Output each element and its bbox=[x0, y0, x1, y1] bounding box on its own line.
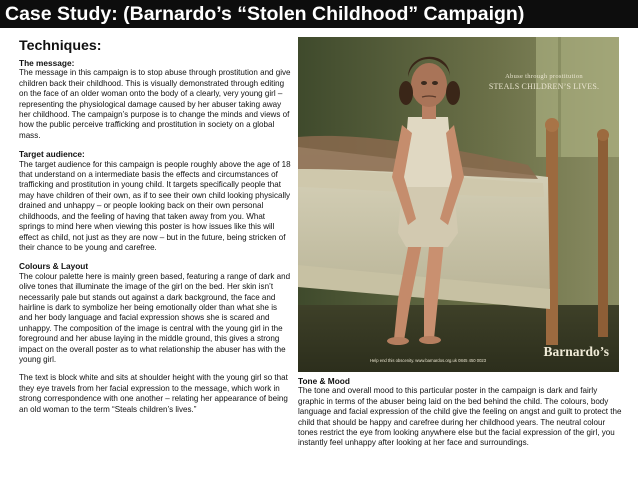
poster-tagline bbox=[483, 72, 605, 92]
campaign-poster-image bbox=[298, 37, 619, 372]
poster-tagline-small: Abuse through prostitution bbox=[505, 73, 583, 80]
slide-title: Case Study: (Barnardo’s “Stolen Childhood” Campaign) bbox=[0, 0, 638, 28]
audience-text: The target audience for this campaign is people roughly above the age of 18 that understand on a intermediate basis the effects and circumstances of trafficking and prostitution in young child. It targets specifically people that may have children of their own, as if to see their own child looking physically drained and unhappy – or people looking back on their own personal childhoods, and the feeling of having that taken away from you. What springs to mind here when viewing this poster is how issues like this will effect as child, not just as they are now – but in the future, being stricken of their chance to be young and carefree. bbox=[19, 159, 291, 252]
barnardos-logo: Barnardo’s bbox=[543, 344, 609, 359]
tone-mood-column bbox=[298, 376, 624, 457]
tone-mood-text: The tone and overall mood to this particular poster in the campaign is dark and fairly graphic in terms of the abuser being laid on the bed behind the child. The colours, body language and facial expression of the child give the feeling on angst and guilt to protect the child that should be happy and carefree during her childhood years. The neutral colour tones restrict the eye from looking anywhere else but the facial expression of the girl, you instantly feel unhappy after looking at her face and surroundings. bbox=[298, 386, 622, 448]
colours-text: The colour palette here is mainly green based, featuring a range of dark and olive tones that illuminate the image of the girl on the bed. Her skin isn’t necessarily pale but stands out against a dark background, the face and hairline is dark to symbolize her being emotionally older than what she is and her body language and facial expression shows she is scared and unhappy. The composition of the image is central with the young girl in the foreground and her abuse laying in the middle ground, this gives a strong impact on the overall poster as to what relationship the abuser has with the young girl. bbox=[19, 271, 291, 364]
text-placement-paragraph: The text is block white and sits at shoulder height with the young girl so that they eye travels from her facial expression to the message, which work in strong correspondence with one another – relating her appearance of being an old woman to the term “Steals children’s lives.” bbox=[19, 373, 288, 414]
audience-heading: Target audience: bbox=[19, 149, 85, 160]
poster-footer-text: Help end this obscenity. www.barnardos.org.uk 0845 450 0023 bbox=[370, 358, 487, 363]
techniques-column bbox=[19, 38, 291, 423]
tone-mood-heading: Tone & Mood bbox=[298, 376, 350, 386]
poster-tagline-big: STEALS CHILDREN’S LIVES. bbox=[488, 82, 600, 91]
message-text: The message in this campaign is to stop abuse through prostitution and give children back their childhood. This is visually demonstrated through editing on the face of an older woman onto the body of a clearly, very young girl – representing the physiological damage caused by her abuser taking away her childhood. The campaign’s purpose is to change the minds and views of how the public perceive trafficking and prostitution in society on a global mass. bbox=[19, 68, 291, 140]
techniques-heading: Techniques: bbox=[19, 38, 102, 54]
colours-heading: Colours & Layout bbox=[19, 261, 89, 272]
message-heading: The message: bbox=[19, 58, 75, 68]
